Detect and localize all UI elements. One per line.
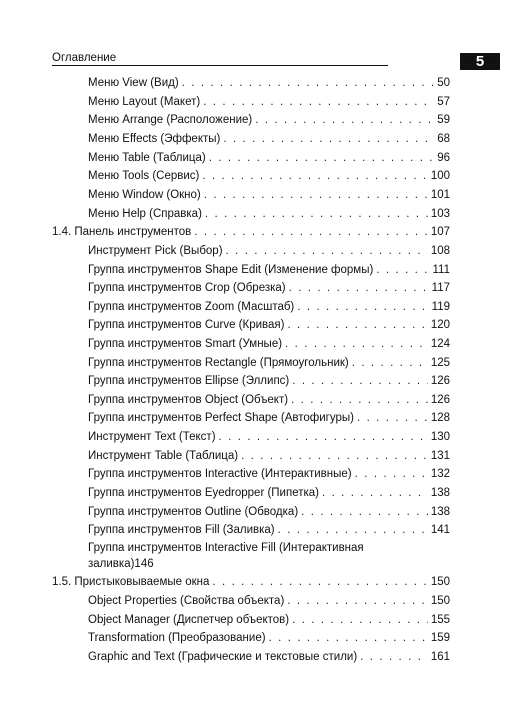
toc-leader-dots xyxy=(212,575,427,589)
toc-entry xyxy=(88,169,450,183)
toc-entry-title: Graphic and Text (Графические и текстовые стили) xyxy=(88,651,358,663)
toc-entry xyxy=(88,523,450,537)
toc-entry-page: 101 xyxy=(430,189,450,201)
toc-entry-title: Меню Arrange (Расположение) xyxy=(88,114,253,126)
toc-leader-dots xyxy=(292,613,428,627)
toc-entry-title: Группа инструментов Ellipse (Эллипс) xyxy=(88,375,290,387)
toc-entry-title: Группа инструментов Crop (Обрезка) xyxy=(88,282,286,294)
toc-entry xyxy=(88,151,450,165)
toc-leader-dots xyxy=(352,356,428,370)
toc-leader-dots xyxy=(285,337,428,351)
toc-leader-dots xyxy=(209,151,434,165)
toc-entry-title: Transformation (Преобразование) xyxy=(88,632,266,644)
toc-leader-dots xyxy=(203,95,434,109)
toc-entry xyxy=(88,244,450,258)
toc-entry-title: Инструмент Table (Таблица) xyxy=(88,450,239,462)
toc-entry-page: 111 xyxy=(432,264,450,276)
toc-entry-page: 132 xyxy=(430,468,450,480)
toc-entry-page: 107 xyxy=(430,226,450,238)
toc-entry-page: 150 xyxy=(430,576,450,588)
toc-entry xyxy=(88,263,450,277)
toc-leader-dots xyxy=(287,318,427,332)
toc-entry xyxy=(88,613,450,627)
toc-leader-dots xyxy=(226,244,428,258)
toc-leader-dots xyxy=(241,449,428,463)
toc-leader-dots xyxy=(223,132,434,146)
toc-entry xyxy=(88,281,450,295)
toc-entry-page: 50 xyxy=(437,77,450,89)
toc-entry-title: Группа инструментов Eyedropper (Пипетка) xyxy=(88,487,319,499)
toc-entry-page: 131 xyxy=(430,450,450,462)
toc-entry xyxy=(88,449,450,463)
toc-entry-page: 117 xyxy=(431,282,450,294)
toc-entry-page: 159 xyxy=(430,632,450,644)
toc-leader-dots xyxy=(255,113,434,127)
page-number-badge: 5 xyxy=(460,53,500,70)
toc-entry-page: 138 xyxy=(430,487,450,499)
toc-section-entry xyxy=(52,225,450,239)
toc-leader-dots xyxy=(269,631,428,645)
toc-entry-page: 138 xyxy=(430,506,450,518)
toc-entry-title: 1.4. Панель инструментов xyxy=(52,226,192,238)
toc-entry-page: 125 xyxy=(430,357,450,369)
toc-entry-page: 108 xyxy=(430,245,450,257)
toc-entry xyxy=(88,486,450,500)
toc-entry-title: Группа инструментов Shape Edit (Изменение формы) xyxy=(88,264,374,276)
toc-leader-dots xyxy=(291,393,428,407)
toc-entry-title: Object Properties (Свойства объекта) xyxy=(88,595,285,607)
toc-entry-page: 119 xyxy=(431,301,450,313)
toc-leader-dots xyxy=(289,281,429,295)
page-header xyxy=(52,52,485,74)
running-header-title: Оглавление xyxy=(52,52,117,64)
toc-entry-title: Группа инструментов Fill (Заливка) xyxy=(88,524,275,536)
toc-entry xyxy=(88,393,450,407)
toc-leader-dots xyxy=(287,594,428,608)
toc-entry-page: 120 xyxy=(430,319,450,331)
toc-entry xyxy=(88,356,450,370)
toc-entry-page: 100 xyxy=(430,170,450,182)
toc-entry-title: Меню View (Вид) xyxy=(88,77,179,89)
toc-entry xyxy=(88,95,450,109)
toc-entry xyxy=(88,594,450,608)
toc-entry-page: 103 xyxy=(430,208,450,220)
header-rule xyxy=(52,65,388,66)
toc-entry xyxy=(88,374,450,388)
toc-entry-title: 1.5. Пристыковываемые окна xyxy=(52,576,210,588)
toc-leader-dots xyxy=(355,467,428,481)
toc-entry-page: 150 xyxy=(430,595,450,607)
toc-entry-title: Группа инструментов Interactive Fill (Интерактивная xyxy=(88,542,364,554)
toc-leader-dots xyxy=(322,486,428,500)
toc-entry xyxy=(88,188,450,202)
toc-entry-page: 126 xyxy=(430,375,450,387)
toc-entry-page: 155 xyxy=(430,614,450,626)
toc-entry xyxy=(88,631,450,645)
toc-entry-title-continuation: заливка) xyxy=(88,558,135,570)
toc-leader-dots xyxy=(357,411,428,425)
toc-leader-dots xyxy=(204,188,428,202)
toc-leader-dots xyxy=(182,76,435,90)
toc-entry-title: Object Manager (Диспетчер объектов) xyxy=(88,614,290,626)
toc-entry-multiline xyxy=(88,540,450,572)
toc-entry-title: Меню Table (Таблица) xyxy=(88,152,206,164)
toc-entry xyxy=(88,430,450,444)
toc-entry xyxy=(88,411,450,425)
toc-entry xyxy=(88,132,450,146)
toc-entry-title: Группа инструментов Curve (Кривая) xyxy=(88,319,285,331)
toc-section-entry xyxy=(52,575,450,589)
toc-entry xyxy=(88,113,450,127)
toc-entry-title: Меню Effects (Эффекты) xyxy=(88,133,221,145)
toc-entry-title: Группа инструментов Perfect Shape (Автофигуры) xyxy=(88,412,354,424)
toc-entry-page: 130 xyxy=(430,431,450,443)
toc-leader-dots xyxy=(205,207,428,221)
toc-entry xyxy=(88,318,450,332)
toc-leader-dots xyxy=(278,523,428,537)
toc-entry xyxy=(88,337,450,351)
toc-leader-dots xyxy=(219,430,428,444)
toc-leader-dots xyxy=(360,650,428,664)
toc-leader-dots xyxy=(292,374,428,388)
toc-entry-title: Группа инструментов Outline (Обводка) xyxy=(88,506,299,518)
toc-entry-page: 96 xyxy=(437,152,450,164)
toc-entry-page: 126 xyxy=(430,394,450,406)
toc-leader-dots xyxy=(376,263,429,277)
toc-entry-page: 161 xyxy=(430,651,450,663)
toc-entry-title: Меню Tools (Сервис) xyxy=(88,170,200,182)
toc-entry-title: Группа инструментов Object (Объект) xyxy=(88,394,289,406)
toc-entry-title: Инструмент Pick (Выбор) xyxy=(88,245,223,257)
toc-entry-title: Группа инструментов Smart (Умные) xyxy=(88,338,283,350)
toc-entry-title: Инструмент Text (Текст) xyxy=(88,431,216,443)
toc-entry xyxy=(88,650,450,664)
toc-entry-page: 57 xyxy=(437,96,450,108)
toc-entry-title: Меню Layout (Макет) xyxy=(88,96,201,108)
toc-entry-page: 59 xyxy=(437,114,450,126)
toc-entry-page: 68 xyxy=(437,133,450,145)
toc-entry-page: 124 xyxy=(430,338,450,350)
toc-leader-dots xyxy=(301,505,428,519)
toc-entry xyxy=(88,76,450,90)
toc-leader-dots xyxy=(297,300,428,314)
toc-entry-page: 146 xyxy=(134,558,154,570)
toc-leader-dots xyxy=(194,225,428,239)
toc-entry xyxy=(88,467,450,481)
toc-entry xyxy=(88,207,450,221)
toc-entry-title: Группа инструментов Rectangle (Прямоугольник) xyxy=(88,357,349,369)
toc-entry xyxy=(88,505,450,519)
toc-entry-page: 141 xyxy=(430,524,450,536)
toc-leader-dots xyxy=(202,169,427,183)
toc-entry-title: Меню Window (Окно) xyxy=(88,189,201,201)
toc-entry-title: Группа инструментов Zoom (Масштаб) xyxy=(88,301,295,313)
toc-entry xyxy=(88,300,450,314)
toc-entry-title: Меню Help (Справка) xyxy=(88,208,202,220)
toc-entry-second-line xyxy=(88,556,450,572)
toc-entry-title: Группа инструментов Interactive (Интерактивные) xyxy=(88,468,352,480)
toc-entry-page: 128 xyxy=(430,412,450,424)
